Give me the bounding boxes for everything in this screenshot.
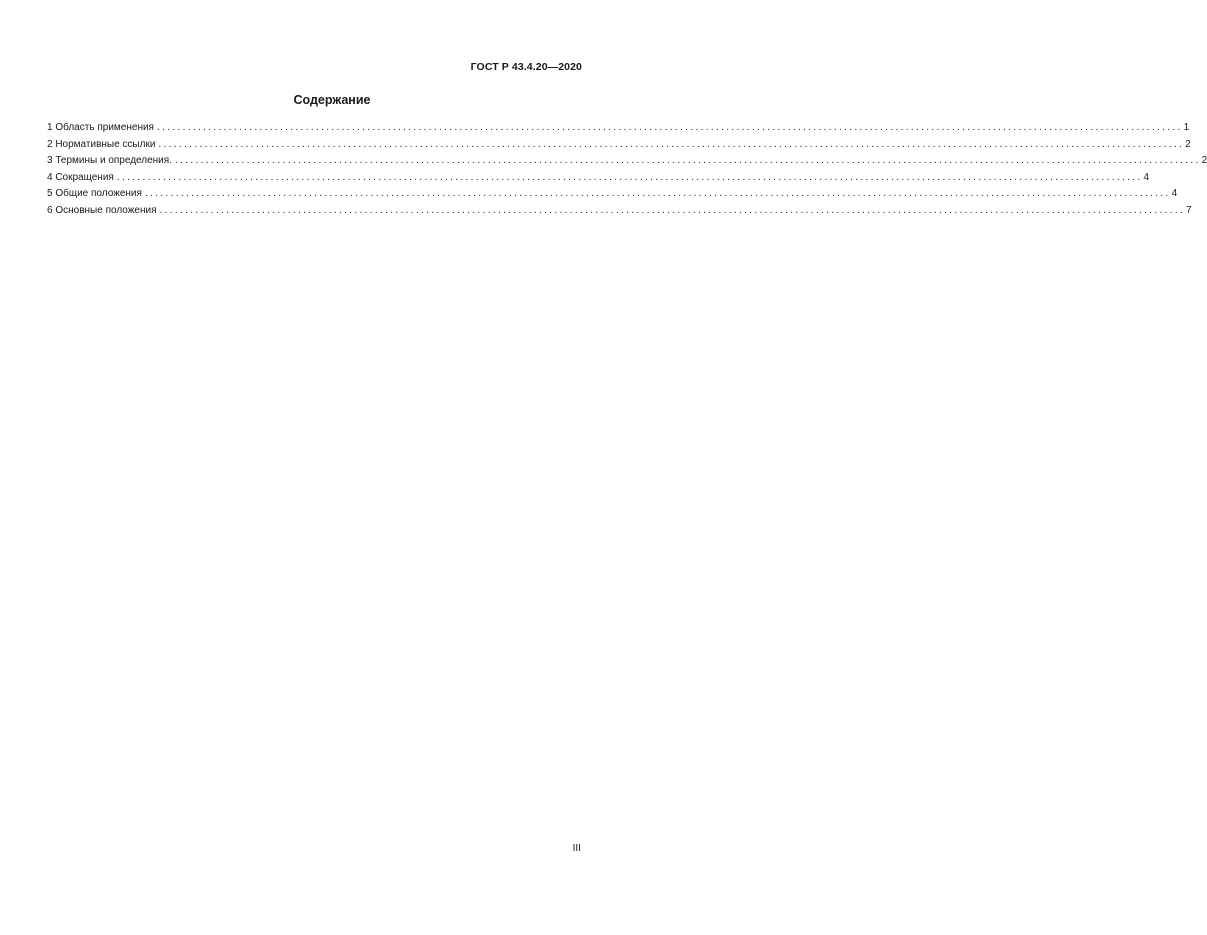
toc-leader-dots: ........................................................................................................................................................................................................ bbox=[158, 138, 1185, 150]
toc-title: Содержание bbox=[293, 93, 371, 107]
toc-leader-dots: ........................................................................................................................................................................................................ bbox=[174, 155, 1201, 166]
toc-entry-label: 6 Основные положения bbox=[47, 204, 157, 216]
toc-entry[interactable] bbox=[47, 203, 1192, 220]
toc-entry[interactable] bbox=[47, 137, 1191, 154]
toc-entry-label: 5 Общие положения bbox=[47, 188, 142, 199]
toc-entry-label: 3 Термины и определения. bbox=[47, 155, 172, 166]
toc-entry-page: 7 bbox=[1186, 204, 1192, 216]
toc-entry[interactable] bbox=[47, 153, 1207, 170]
toc-leader-dots: ........................................................................................................................................................................................................ bbox=[116, 171, 1143, 183]
toc-entry-page: 4 bbox=[1171, 188, 1178, 199]
toc-entry[interactable] bbox=[47, 120, 1190, 137]
toc-entry-page: 2 bbox=[1201, 155, 1207, 166]
toc-entry-page: 2 bbox=[1185, 138, 1191, 150]
table-of-contents bbox=[47, 120, 1207, 219]
toc-entry-page: 1 bbox=[1183, 122, 1190, 133]
toc-entry-label: 4 Сокращения bbox=[47, 171, 114, 183]
standard-number-header: ГОСТ Р 43.4.20—2020 bbox=[470, 61, 582, 73]
toc-entry-label: 1 Область применения bbox=[47, 122, 154, 133]
toc-entry-page: 4 bbox=[1143, 171, 1150, 183]
toc-leader-dots: ........................................................................................................................................................................................................ bbox=[159, 204, 1186, 216]
toc-entry-label: 2 Нормативные ссылки bbox=[47, 138, 156, 150]
toc-leader-dots: ........................................................................................................................................................................................................ bbox=[144, 188, 1171, 199]
toc-entry[interactable] bbox=[47, 186, 1178, 203]
page-number: III bbox=[572, 843, 581, 854]
toc-leader-dots: ........................................................................................................................................................................................................ bbox=[156, 122, 1183, 133]
toc-entry[interactable] bbox=[47, 170, 1150, 187]
